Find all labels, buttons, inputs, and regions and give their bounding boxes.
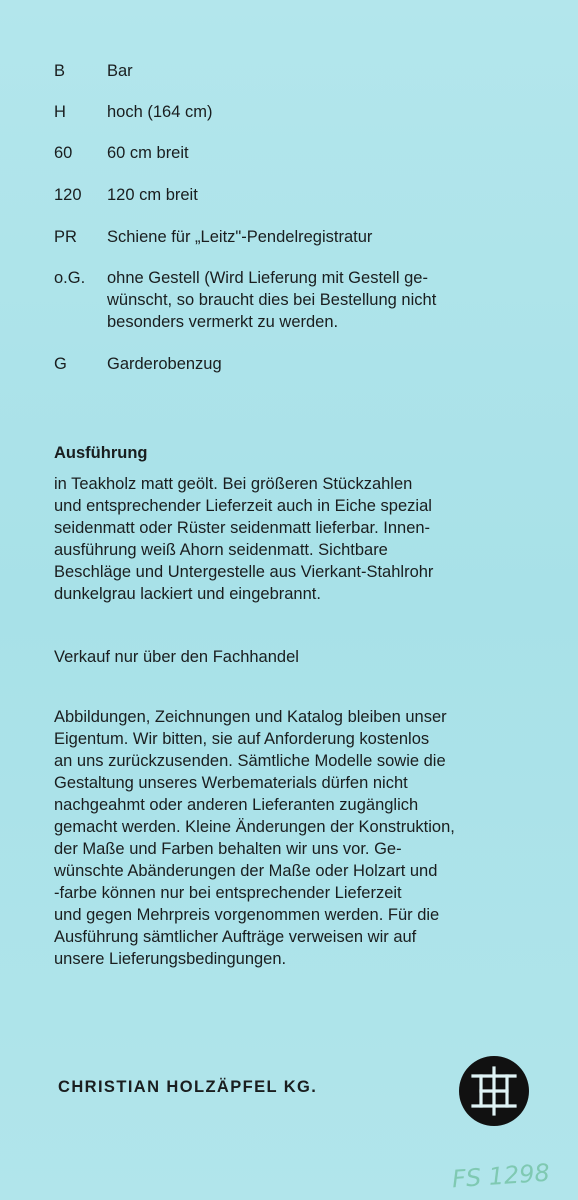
text-line: -farbe können nur bei entsprechender Lieferzeit: [54, 884, 402, 902]
abbr-row-og: [54, 267, 534, 333]
verkauf-note: Verkauf nur über den Fachhandel: [54, 648, 299, 666]
text-line: der Maße und Farben behalten wir uns vor. Ge-: [54, 840, 402, 858]
abbr-code: 120: [54, 186, 82, 204]
abbr-desc: hoch (164 cm): [107, 103, 213, 121]
abbr-desc: Garderobenzug: [107, 355, 222, 373]
text-line: dunkelgrau lackiert und eingebrannt.: [54, 585, 321, 603]
text-line: seidenmatt oder Rüster seidenmatt lieferbar. Innen-: [54, 519, 431, 537]
text-line: Gestaltung unseres Werbematerials dürfen nicht: [54, 774, 408, 792]
abbr-row-h: [54, 101, 534, 123]
text-line: unsere Lieferungsbedingungen.: [54, 950, 287, 968]
text-line: Eigentum. Wir bitten, sie auf Anforderung kostenlos: [54, 730, 430, 748]
abbr-desc-line: ohne Gestell (Wird Lieferung mit Gestell ge-: [107, 269, 428, 287]
abbr-desc: Schiene für „Leitz"-Pendelregistratur: [107, 228, 373, 246]
abbr-desc-line: besonders vermerkt zu werden.: [107, 313, 339, 331]
abbr-row-pr: [54, 226, 534, 248]
text-line: und entsprechender Lieferzeit auch in Eiche spezial: [54, 497, 432, 515]
abbr-desc: Bar: [107, 62, 133, 80]
text-line: Ausführung sämtlicher Aufträge verweisen wir auf: [54, 928, 417, 946]
section-heading-ausfuehrung: Ausführung: [54, 444, 148, 462]
abbr-desc-line: wünscht, so braucht dies bei Bestellung nicht: [107, 291, 437, 309]
abbr-desc: 120 cm breit: [107, 186, 198, 204]
abbr-code: H: [54, 103, 66, 121]
ausfuehrung-paragraph: [54, 473, 544, 605]
text-line: nachgeahmt oder anderen Lieferanten zugänglich: [54, 796, 419, 814]
abbr-code: o.G.: [54, 269, 86, 287]
text-line: Beschläge und Untergestelle aus Vierkant-Stahlrohr: [54, 563, 434, 581]
text-line: gemacht werden. Kleine Änderungen der Konstruktion,: [54, 818, 455, 836]
text-line: ausführung weiß Ahorn seidenmatt. Sichtbare: [54, 541, 388, 559]
legal-paragraph: [54, 706, 544, 970]
text-line: an uns zurückzusenden. Sämtliche Modelle sowie die: [54, 752, 446, 770]
company-logo-icon: [459, 1056, 529, 1126]
abbr-row-b: [54, 60, 534, 82]
text-line: wünschte Abänderungen der Maße oder Holzart und: [54, 862, 438, 880]
abbr-code: G: [54, 355, 67, 373]
abbr-row-60: [54, 142, 534, 164]
abbr-code: B: [54, 62, 66, 80]
text-line: und gegen Mehrpreis vorgenommen werden. Für die: [54, 906, 440, 924]
text-line: in Teakholz matt geölt. Bei größeren Stückzahlen: [54, 475, 413, 493]
abbr-row-120: [54, 184, 534, 206]
archive-handwritten-mark: FS 1298: [451, 1158, 551, 1194]
abbr-desc: 60 cm breit: [107, 144, 189, 162]
abbr-code: PR: [54, 228, 77, 246]
abbr-code: 60: [54, 144, 73, 162]
abbr-row-g: [54, 353, 534, 375]
company-name: CHRISTIAN HOLZÄPFEL KG.: [58, 1078, 318, 1096]
text-line: Abbildungen, Zeichnungen und Katalog bleiben unser: [54, 708, 447, 726]
